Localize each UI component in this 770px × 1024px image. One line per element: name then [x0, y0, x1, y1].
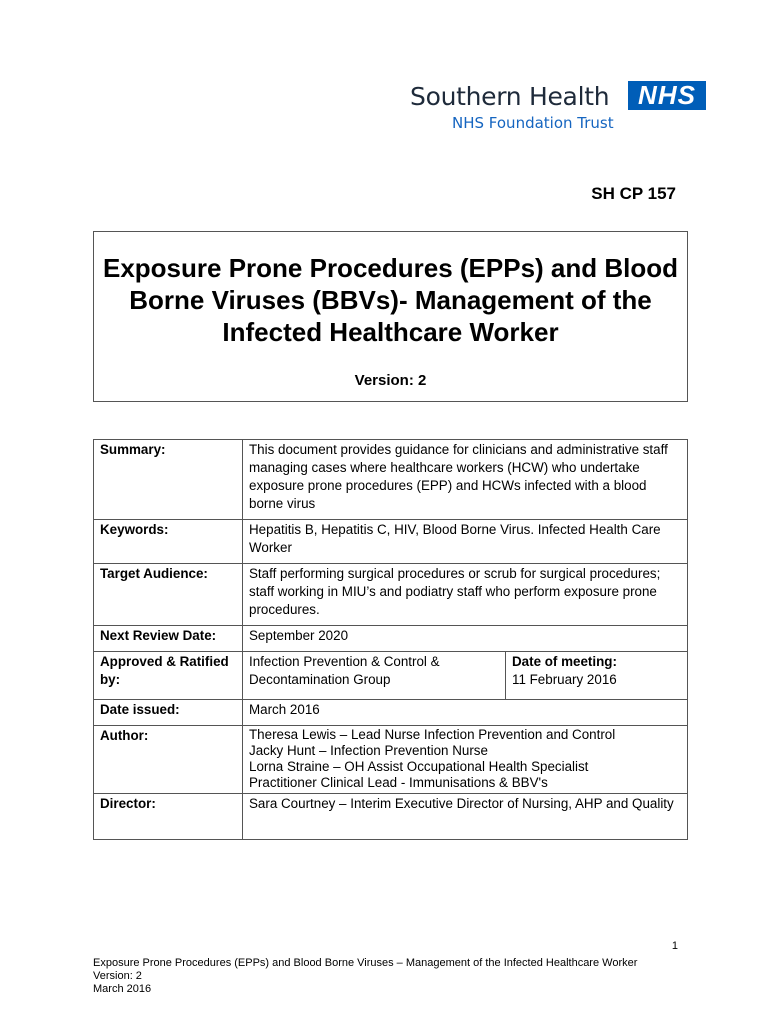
trust-logo	[410, 80, 710, 135]
approved-label: Approved & Ratified by:	[94, 652, 243, 700]
document-code: SH CP 157	[591, 184, 676, 203]
director-label: Director:	[94, 794, 243, 840]
meeting-cell	[506, 652, 688, 700]
author-entry: Lorna Straine – OH Assist Occupational Health Specialist	[249, 759, 589, 774]
author-entry: Theresa Lewis – Lead Nurse Infection Prevention and Control	[249, 727, 616, 742]
table-row	[94, 700, 688, 726]
author-entry: Practitioner Clinical Lead - Immunisations & BBV's	[249, 775, 548, 790]
summary-label: Summary:	[94, 440, 243, 520]
keywords-value: Hepatitis B, Hepatitis C, HIV, Blood Borne Virus. Infected Health Care Worker	[243, 520, 688, 564]
page-number: 1	[671, 940, 678, 952]
nhs-logo-mark: NHS	[628, 81, 706, 110]
document-title: Exposure Prone Procedures (EPPs) and Blood Borne Viruses (BBVs)- Management of the Infected Healthcare Worker	[102, 253, 679, 347]
author-entry: Jacky Hunt – Infection Prevention Nurse	[249, 743, 488, 758]
summary-value: This document provides guidance for clinicians and administrative staff managing cases where healthcare workers (HCW) who undertake exposure prone procedures (EPP) and HCWs infected with a blood borne virus	[243, 440, 688, 520]
document-info-table	[93, 439, 688, 840]
footer-doc-title: Exposure Prone Procedures (EPPs) and Blood Borne Viruses – Management of the Infected Healthcare Worker	[93, 957, 638, 969]
target-audience-label: Target Audience:	[94, 564, 243, 626]
next-review-value: September 2020	[243, 626, 688, 652]
date-issued-label: Date issued:	[94, 700, 243, 726]
table-row	[94, 726, 688, 794]
logo-org-subtitle: NHS Foundation Trust	[452, 114, 614, 132]
date-issued-value: March 2016	[243, 700, 688, 726]
target-audience-value: Staff performing surgical procedures or scrub for surgical procedures; staff working in MIU’s and podiatry staff who perform exposure prone procedures.	[243, 564, 688, 626]
table-row	[94, 520, 688, 564]
page-footer	[93, 957, 681, 996]
document-version: Version: 2	[354, 372, 427, 389]
meeting-value: 11 February 2016	[512, 672, 617, 687]
table-row	[94, 794, 688, 840]
meeting-label: Date of meeting:	[512, 654, 617, 669]
table-row	[94, 626, 688, 652]
logo-org-name: Southern Health	[410, 82, 610, 111]
table-row	[94, 440, 688, 520]
footer-version: Version: 2	[93, 970, 142, 982]
author-list	[243, 726, 688, 794]
title-box	[93, 231, 688, 402]
footer-date: March 2016	[93, 983, 152, 995]
keywords-label: Keywords:	[94, 520, 243, 564]
table-row	[94, 652, 688, 700]
next-review-label: Next Review Date:	[94, 626, 243, 652]
approved-value: Infection Prevention & Control & Decontamination Group	[243, 652, 506, 700]
author-label: Author:	[94, 726, 243, 794]
table-row	[94, 564, 688, 626]
director-value: Sara Courtney – Interim Executive Director of Nursing, AHP and Quality	[243, 794, 688, 840]
